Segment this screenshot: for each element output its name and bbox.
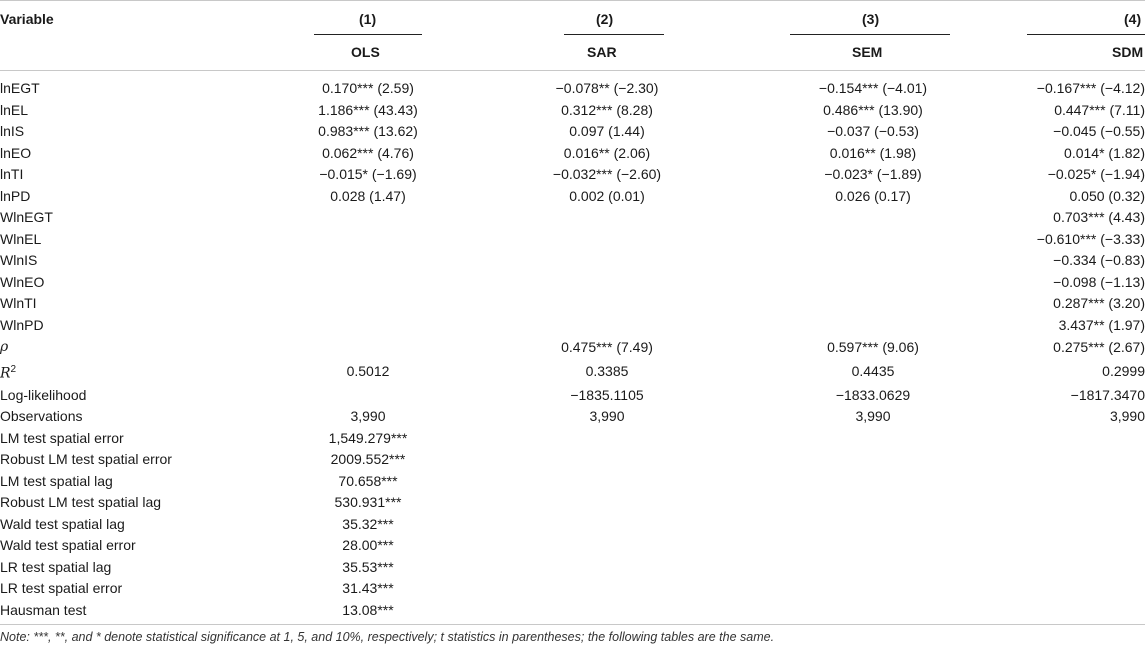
row-label-text: WlnTI xyxy=(0,295,37,311)
cell-model-1: 0.5012 xyxy=(346,362,390,379)
cell-model-2 xyxy=(436,315,778,337)
row-label xyxy=(0,315,300,337)
cell-model-2 xyxy=(436,250,778,272)
cell-model-4 xyxy=(968,449,1145,471)
cell-model-1: 1,549.279*** xyxy=(328,429,408,446)
table-row xyxy=(0,336,1145,359)
row-label-text: LR test spatial error xyxy=(0,580,123,597)
results-table xyxy=(0,78,1145,621)
cell-model-1 xyxy=(300,385,436,407)
cell-model-2: 0.002 (0.01) xyxy=(569,187,645,204)
row-label xyxy=(0,121,300,143)
cell-model-2 xyxy=(436,578,778,600)
table-row xyxy=(0,428,1145,450)
cell-model-3 xyxy=(778,315,968,337)
row-label-text: Wald test spatial error xyxy=(0,537,136,554)
cell-model-3: 0.4435 xyxy=(851,362,895,379)
cell-model-3: 0.016** (1.98) xyxy=(829,144,917,161)
cell-model-4 xyxy=(968,492,1145,514)
col4-rule xyxy=(1027,34,1145,35)
row-label-text: lnPD xyxy=(0,187,31,204)
cell-model-4: 3,990 xyxy=(1109,408,1145,425)
row-label xyxy=(0,449,300,471)
cell-model-1: 28.00*** xyxy=(342,537,394,554)
row-label xyxy=(0,359,300,385)
cell-model-1: 530.931*** xyxy=(334,494,402,511)
cell-model-4: 0.703*** (4.43) xyxy=(1053,209,1145,225)
table-row xyxy=(0,385,1145,407)
cell-model-4 xyxy=(968,428,1145,450)
row-label-text: LR test spatial lag xyxy=(0,558,112,575)
row-label-text: Robust LM test spatial lag xyxy=(0,494,162,511)
cell-model-4 xyxy=(968,514,1145,536)
cell-model-4 xyxy=(968,535,1145,557)
cell-model-1: 0.983*** (13.62) xyxy=(318,123,418,139)
cell-model-3 xyxy=(778,471,968,493)
cell-model-3 xyxy=(778,535,968,557)
cell-model-1: −0.015* (−1.69) xyxy=(319,166,417,182)
cell-model-1 xyxy=(300,315,436,337)
table-row xyxy=(0,359,1145,385)
row-label-text: WlnEGT xyxy=(0,209,53,225)
row-label xyxy=(0,143,300,165)
cell-model-3: 0.486*** (13.90) xyxy=(823,101,923,118)
row-label xyxy=(0,186,300,208)
row-label xyxy=(0,272,300,294)
cell-model-2 xyxy=(436,293,778,315)
table-row xyxy=(0,250,1145,272)
table-row xyxy=(0,315,1145,337)
row-label xyxy=(0,471,300,493)
cell-model-2 xyxy=(436,557,778,579)
row-label xyxy=(0,100,300,122)
cell-model-3 xyxy=(778,229,968,251)
table-row xyxy=(0,143,1145,165)
cell-model-4: −0.025* (−1.94) xyxy=(1047,166,1145,182)
row-label-text: WlnEO xyxy=(0,273,45,290)
cell-model-3: 3,990 xyxy=(855,408,891,425)
cell-model-3: −0.154*** (−4.01) xyxy=(818,80,928,96)
cell-model-3: 0.026 (0.17) xyxy=(835,187,911,204)
row-label-text: lnEGT xyxy=(0,80,40,96)
row-label xyxy=(0,557,300,579)
cell-model-2 xyxy=(436,600,778,622)
cell-model-3 xyxy=(778,449,968,471)
cell-model-4: 0.275*** (2.67) xyxy=(1053,338,1145,355)
cell-model-2 xyxy=(436,428,778,450)
col2-model: SAR xyxy=(587,44,617,60)
cell-model-3 xyxy=(778,557,968,579)
row-label xyxy=(0,336,300,359)
row-label xyxy=(0,250,300,272)
cell-model-2: −1835.1105 xyxy=(570,386,644,403)
col4-model: SDM xyxy=(1112,44,1144,60)
row-label-text: lnTI xyxy=(0,166,24,182)
row-label xyxy=(0,578,300,600)
cell-model-4: 0.2999 xyxy=(1102,362,1145,379)
cell-model-1: 13.08*** xyxy=(342,601,394,618)
table-row xyxy=(0,272,1145,294)
cell-model-3 xyxy=(778,578,968,600)
cell-model-2 xyxy=(436,471,778,493)
row-label-text: lnEO xyxy=(0,144,32,161)
cell-model-1: 0.062*** (4.76) xyxy=(322,144,414,161)
table-row xyxy=(0,557,1145,579)
cell-model-1: 31.43*** xyxy=(342,580,394,597)
cell-model-1: 0.170*** (2.59) xyxy=(322,80,414,96)
cell-model-1 xyxy=(300,229,436,251)
cell-model-4: −0.610*** (−3.33) xyxy=(1036,230,1145,247)
cell-model-1: 2009.552*** xyxy=(330,451,406,468)
cell-model-4: −0.045 (−0.55) xyxy=(1053,123,1145,139)
cell-model-1: 1.186*** (43.43) xyxy=(318,101,418,118)
cell-model-4 xyxy=(968,471,1145,493)
row-label xyxy=(0,164,300,186)
cell-model-1 xyxy=(300,207,436,229)
table-row xyxy=(0,535,1145,557)
cell-model-2 xyxy=(436,207,778,229)
col3-model: SEM xyxy=(852,44,883,60)
cell-model-4: −1817.3470 xyxy=(1070,386,1145,403)
cell-model-3 xyxy=(778,250,968,272)
cell-model-3: −0.023* (−1.89) xyxy=(824,166,922,182)
row-label-text: lnIS xyxy=(0,123,25,139)
cell-model-3: −0.037 (−0.53) xyxy=(827,123,919,139)
table-row xyxy=(0,514,1145,536)
row-label xyxy=(0,600,300,622)
cell-model-4 xyxy=(968,600,1145,622)
cell-model-2 xyxy=(436,449,778,471)
bottom-rule xyxy=(0,624,1145,625)
cell-model-4: 0.287*** (3.20) xyxy=(1053,295,1145,311)
row-label-text: Wald test spatial lag xyxy=(0,515,125,532)
cell-model-4: 0.447*** (7.11) xyxy=(1054,101,1145,118)
cell-model-4: 0.014* (1.82) xyxy=(1064,144,1145,161)
row-label-text: LM test spatial lag xyxy=(0,472,113,489)
row-label xyxy=(0,428,300,450)
row-label-text: lnEL xyxy=(0,101,29,118)
cell-model-2 xyxy=(436,272,778,294)
cell-model-3: −1833.0629 xyxy=(835,386,911,403)
variable-header: Variable xyxy=(0,11,54,27)
cell-model-3 xyxy=(778,272,968,294)
cell-model-1: 35.32*** xyxy=(342,515,394,532)
cell-model-2 xyxy=(436,229,778,251)
cell-model-4: −0.334 (−0.83) xyxy=(1053,252,1145,268)
row-label xyxy=(0,78,300,100)
cell-model-2: 0.3385 xyxy=(585,362,629,379)
row-label-text: WlnEL xyxy=(0,230,42,247)
row-label-text: R xyxy=(0,365,11,382)
cell-model-2: 0.016** (2.06) xyxy=(563,144,651,161)
header-rule xyxy=(0,70,1145,71)
col1-model: OLS xyxy=(351,44,380,60)
cell-model-3 xyxy=(778,492,968,514)
cell-model-2: 0.475*** (7.49) xyxy=(561,338,653,355)
cell-model-1 xyxy=(300,272,436,294)
cell-model-2 xyxy=(436,514,778,536)
row-label-text: LM test spatial error xyxy=(0,429,124,446)
cell-model-4: −0.167*** (−4.12) xyxy=(1036,80,1145,96)
table-row xyxy=(0,121,1145,143)
cell-model-1: 70.658*** xyxy=(338,472,398,489)
row-label xyxy=(0,293,300,315)
cell-model-3 xyxy=(778,293,968,315)
row-label xyxy=(0,229,300,251)
row-label-text: Robust LM test spatial error xyxy=(0,451,172,468)
table-row xyxy=(0,406,1145,428)
col1-rule xyxy=(314,34,422,35)
row-label-text: Hausman test xyxy=(0,601,87,618)
col4-number: (4) xyxy=(1124,11,1142,27)
cell-model-4: −0.098 (−1.13) xyxy=(1053,273,1145,290)
table-row xyxy=(0,492,1145,514)
table-row xyxy=(0,449,1145,471)
row-label-text: WlnIS xyxy=(0,252,38,268)
row-label xyxy=(0,535,300,557)
table-row xyxy=(0,578,1145,600)
row-label xyxy=(0,492,300,514)
cell-model-3 xyxy=(778,600,968,622)
table-note: Note: ***, **, and * denote statistical significance at 1, 5, and 10%, respectively; t statistics in parentheses; the following tables are the same. xyxy=(0,630,775,644)
row-label-text: Observations xyxy=(0,408,83,425)
row-label xyxy=(0,406,300,428)
cell-model-1 xyxy=(300,293,436,315)
cell-model-2: 3,990 xyxy=(589,408,625,425)
cell-model-2: 0.097 (1.44) xyxy=(569,123,645,139)
table-row xyxy=(0,78,1145,100)
col3-rule xyxy=(790,34,950,35)
cell-model-1: 0.028 (1.47) xyxy=(330,187,406,204)
table-row xyxy=(0,164,1145,186)
cell-model-2: −0.078** (−2.30) xyxy=(555,80,659,96)
table-row xyxy=(0,293,1145,315)
table-row xyxy=(0,471,1145,493)
row-label xyxy=(0,385,300,407)
cell-model-4: 3.437** (1.97) xyxy=(1058,316,1145,333)
cell-model-2: −0.032*** (−2.60) xyxy=(552,166,662,182)
cell-model-2 xyxy=(436,535,778,557)
col2-rule xyxy=(564,34,664,35)
cell-model-4 xyxy=(968,578,1145,600)
cell-model-1: 35.53*** xyxy=(342,558,394,575)
row-label-text: Log-likelihood xyxy=(0,386,87,403)
cell-model-1 xyxy=(300,250,436,272)
col1-number: (1) xyxy=(359,11,377,27)
cell-model-4 xyxy=(968,557,1145,579)
top-rule xyxy=(0,0,1145,1)
row-label-superscript: 2 xyxy=(10,363,17,375)
cell-model-3 xyxy=(778,514,968,536)
cell-model-1 xyxy=(300,336,436,359)
cell-model-2 xyxy=(436,492,778,514)
row-label xyxy=(0,514,300,536)
cell-model-3 xyxy=(778,207,968,229)
cell-model-3: 0.597*** (9.06) xyxy=(827,338,919,355)
row-label-text: ρ xyxy=(0,339,9,355)
table-row xyxy=(0,186,1145,208)
table-row xyxy=(0,100,1145,122)
cell-model-4: 0.050 (0.32) xyxy=(1069,187,1145,204)
cell-model-3 xyxy=(778,428,968,450)
row-label xyxy=(0,207,300,229)
cell-model-1: 3,990 xyxy=(350,408,386,425)
col3-number: (3) xyxy=(862,11,880,27)
col2-number: (2) xyxy=(596,11,614,27)
row-label-text: WlnPD xyxy=(0,316,44,333)
table-row xyxy=(0,207,1145,229)
cell-model-2: 0.312*** (8.28) xyxy=(561,101,653,118)
table-row xyxy=(0,229,1145,251)
table-row xyxy=(0,600,1145,622)
